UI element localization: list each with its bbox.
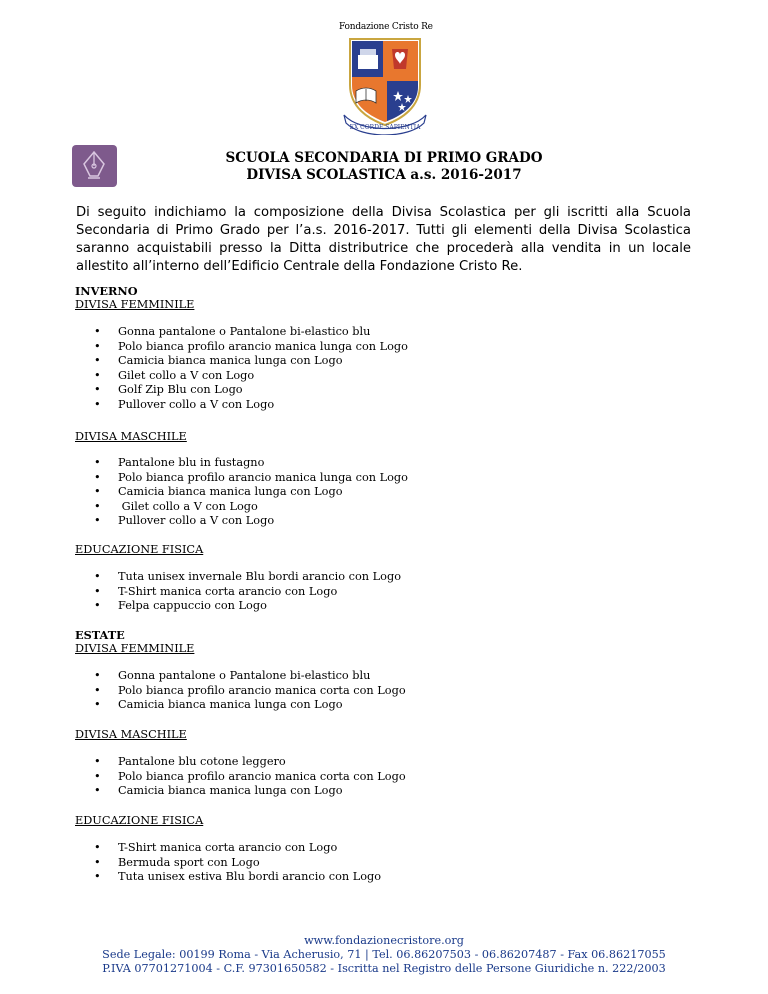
list-item: • Tuta unisex invernale Blu bordi arancio con Logo	[94, 570, 401, 585]
inverno-educazione-list	[94, 570, 401, 614]
footer-website-link[interactable]: www.fondazionecristore.org	[304, 934, 464, 947]
estate-femminile-list	[94, 669, 406, 713]
list-item: • Pantalone blu in fustagno	[94, 456, 408, 471]
list-item: • Pantalone blu cotone leggero	[94, 755, 406, 770]
list-item: • Camicia bianca manica lunga con Logo	[94, 698, 406, 713]
list-item: • Pullover collo a V con Logo	[94, 514, 408, 529]
estate-maschile-list	[94, 755, 406, 799]
page-title: SCUOLA SECONDARIA DI PRIMO GRADO	[225, 150, 543, 166]
estate-maschile-label: DIVISA MASCHILE	[75, 728, 187, 741]
inverno-femminile-list	[94, 325, 408, 412]
list-item: • Gonna pantalone o Pantalone bi-elastico blu	[94, 669, 406, 684]
list-item: • Gilet collo a V con Logo	[94, 500, 408, 515]
crest-motto: EX CORDE SAPIENTIA	[349, 124, 421, 131]
list-item: • Camicia bianca manica lunga con Logo	[94, 784, 406, 799]
list-item: • Golf Zip Blu con Logo	[94, 383, 408, 398]
list-item: • T-Shirt manica corta arancio con Logo	[94, 585, 401, 600]
estate-femminile-label: DIVISA FEMMINILE	[75, 642, 195, 655]
list-item: • Camicia bianca manica lunga con Logo	[94, 354, 408, 369]
inverno-maschile-label: DIVISA MASCHILE	[75, 430, 187, 443]
list-item: • Pullover collo a V con Logo	[94, 398, 408, 413]
intro-paragraph: Di seguito indichiamo la composizione della Divisa Scolastica per gli iscritti alla Scuola Secondaria di Primo Grado per l’a.s. 2016-2017. Tutti gli elementi della Divisa Scolastica saranno acquistabili presso la Ditta distributrice che procederà alla vendita in un locale allestito all’interno dell’Edificio Centrale della Fondazione Cristo Re.	[76, 205, 691, 274]
footer-legal: P.IVA 07701271004 - C.F. 97301650582 - Iscritta nel Registro delle Persone Giuridiche n. 222/2003	[102, 962, 666, 975]
crest-shield-icon	[340, 35, 430, 135]
list-item: • Camicia bianca manica lunga con Logo	[94, 485, 408, 500]
list-item: • Felpa cappuccio con Logo	[94, 599, 401, 614]
list-item: • Polo bianca profilo arancio manica corta con Logo	[94, 684, 406, 699]
section-inverno-label: INVERNO	[75, 284, 138, 298]
foundation-name: Fondazione Cristo Re	[339, 22, 433, 32]
list-item: • Polo bianca profilo arancio manica lunga con Logo	[94, 471, 408, 486]
list-item: • Gilet collo a V con Logo	[94, 369, 408, 384]
inverno-maschile-list	[94, 456, 408, 529]
list-item: • Polo bianca profilo arancio manica corta con Logo	[94, 770, 406, 785]
inverno-educazione-label: EDUCAZIONE FISICA	[75, 543, 204, 556]
list-item: • T-Shirt manica corta arancio con Logo	[94, 841, 381, 856]
list-item: • Polo bianca profilo arancio manica lunga con Logo	[94, 340, 408, 355]
estate-educazione-label: EDUCAZIONE FISICA	[75, 814, 204, 827]
foundation-crest	[339, 22, 431, 135]
list-item: • Bermuda sport con Logo	[94, 856, 381, 871]
list-item: • Gonna pantalone o Pantalone bi-elastico blu	[94, 325, 408, 340]
footer-address: Sede Legale: 00199 Roma - Via Acherusio, 71 | Tel. 06.86207503 - 06.86207487 - Fax 06.86217055	[102, 948, 666, 961]
section-estate-label: ESTATE	[75, 628, 125, 642]
page-subtitle: DIVISA SCOLASTICA a.s. 2016-2017	[246, 167, 522, 183]
inverno-femminile-label: DIVISA FEMMINILE	[75, 298, 195, 311]
estate-educazione-list	[94, 841, 381, 885]
list-item: • Tuta unisex estiva Blu bordi arancio con Logo	[94, 870, 381, 885]
